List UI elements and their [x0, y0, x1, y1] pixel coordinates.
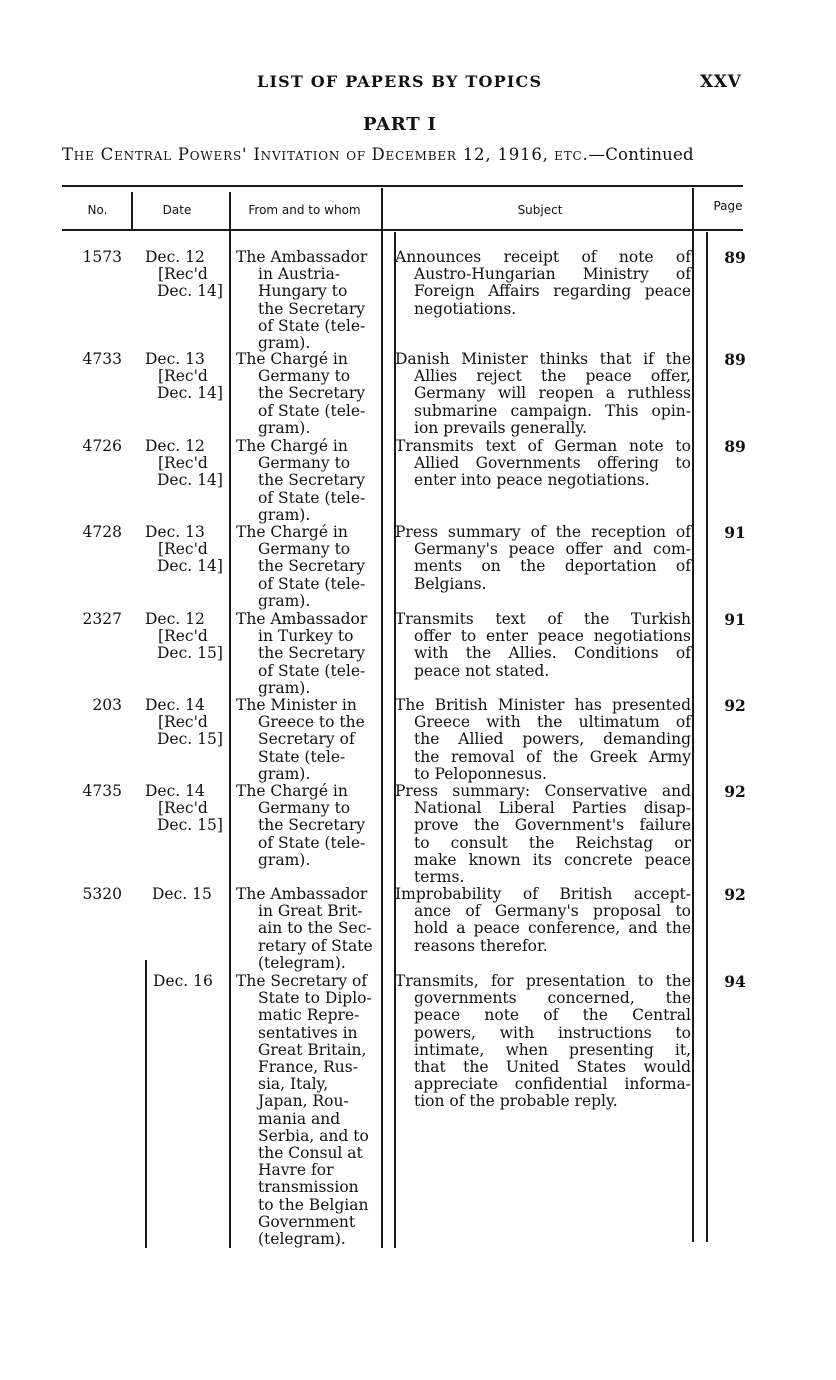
- subject-line: Foreign Affairs regarding peace: [414, 282, 691, 301]
- subject-line: to consult the Reichstag or: [414, 833, 691, 852]
- row-date: [145, 249, 227, 301]
- subject-line: negotiations.: [414, 299, 517, 318]
- running-head: LIST OF PAPERS BY TOPICS: [257, 72, 543, 91]
- table-header-rule: [62, 229, 743, 231]
- table-top-rule: [62, 185, 743, 187]
- row-subject: [395, 351, 691, 437]
- date-line: Dec. 15]: [157, 730, 223, 749]
- from-line: gram).: [258, 850, 311, 869]
- row-subject: [395, 524, 691, 593]
- from-line: The Chargé in: [236, 350, 348, 368]
- date-line: [Rec'd: [158, 367, 208, 386]
- from-line: the Secretary: [258, 384, 366, 403]
- row-from: [236, 697, 381, 783]
- row-number: 5320: [82, 885, 122, 903]
- row-subject: [395, 886, 691, 955]
- from-line: The Secretary of: [236, 972, 368, 990]
- row-page: 92: [724, 885, 746, 904]
- row-subject: [395, 611, 691, 680]
- section-title-lead: The Central Powers' Invitation of: [62, 145, 367, 164]
- from-line: Hungary to: [258, 282, 348, 301]
- date-line: Dec. 13: [145, 350, 205, 368]
- date-line: Dec. 15: [152, 885, 212, 903]
- row-number: 4726: [82, 437, 122, 455]
- row-page: 91: [724, 610, 746, 629]
- subject-line: intimate, when presenting it,: [414, 1040, 691, 1059]
- subject-line: the removal of the Greek Army: [414, 747, 691, 766]
- date-line: Dec. 12: [145, 610, 205, 628]
- from-line: matic Repre-: [258, 1006, 360, 1025]
- section-title-date: December 12, 1916,: [371, 145, 549, 164]
- from-line: the Consul at: [258, 1144, 363, 1163]
- row-date: [145, 524, 227, 576]
- from-line: The Ambassador: [236, 885, 368, 903]
- subject-line: appreciate confidential informa-: [414, 1075, 691, 1094]
- row-subject: [395, 697, 691, 783]
- row-page: 89: [724, 437, 746, 456]
- from-line: Germany to: [258, 540, 351, 559]
- column-header-date: Date: [162, 203, 192, 217]
- from-line: in Turkey to: [258, 627, 354, 646]
- subject-line: Belgians.: [414, 574, 487, 593]
- row-page: 89: [724, 248, 746, 267]
- from-line: The Minister in: [236, 696, 357, 714]
- from-line: the Secretary: [258, 816, 366, 835]
- date-line: Dec. 14: [145, 696, 205, 714]
- from-line: Germany to: [258, 367, 351, 386]
- row-from: [236, 351, 381, 437]
- subject-line: Germany's peace offer and com-: [414, 540, 691, 559]
- subject-line: governments concerned, the: [414, 989, 691, 1008]
- date-line: [Rec'd: [158, 627, 208, 646]
- subject-line: Press summary of the reception of: [395, 523, 691, 541]
- row-number: 4733: [82, 350, 122, 368]
- subject-line: make known its concrete peace: [414, 850, 691, 869]
- row-date: [145, 783, 227, 835]
- from-line: gram).: [258, 591, 311, 610]
- row-number: 4735: [82, 782, 122, 800]
- subject-line: hold a peace conference, and the: [414, 919, 691, 938]
- subject-line: Austro-Hungarian Ministry of: [414, 265, 691, 284]
- from-line: The Chargé in: [236, 782, 348, 800]
- row-number: 1573: [82, 248, 122, 266]
- subject-line: Transmits text of German note to: [395, 437, 691, 455]
- section-title-continued: —Continued: [588, 145, 694, 164]
- row-from: [236, 611, 381, 697]
- subject-line: Greece with the ultimatum of: [414, 713, 691, 732]
- from-line: Greece to the: [258, 713, 365, 732]
- subject-line: ments on the deportation of: [414, 557, 691, 576]
- row-page: 92: [724, 782, 746, 801]
- from-line: gram).: [258, 334, 311, 353]
- subject-line: that the United States would: [414, 1058, 691, 1077]
- from-line: Government: [258, 1212, 356, 1231]
- from-line: of State (tele-: [258, 316, 366, 335]
- row-date: [145, 611, 227, 663]
- row-from: [236, 524, 381, 610]
- from-line: Germany to: [258, 454, 351, 473]
- from-line: of State (tele-: [258, 661, 366, 680]
- subject-line: terms.: [414, 868, 465, 887]
- from-line: Secretary of: [258, 730, 355, 749]
- subject-line: peace note of the Central: [414, 1006, 691, 1025]
- row-subject: [395, 973, 691, 1111]
- part-title: PART I: [363, 114, 437, 135]
- subject-line: Danish Minister thinks that if the: [395, 350, 691, 368]
- date-line: [Rec'd: [158, 713, 208, 732]
- row-page: 91: [724, 523, 746, 542]
- from-line: of State (tele-: [258, 488, 366, 507]
- column-divider-4: [381, 188, 383, 1248]
- row-subject: [395, 783, 691, 886]
- subject-line: powers, with instructions to: [414, 1023, 691, 1042]
- from-line: sia, Italy,: [258, 1075, 329, 1094]
- subject-line: the Allied powers, demanding: [414, 730, 691, 749]
- section-title: [62, 145, 752, 164]
- from-line: gram).: [258, 418, 311, 437]
- subject-line: prove the Government's failure: [414, 816, 691, 835]
- row-page: 92: [724, 696, 746, 715]
- subject-line: Transmits, for presentation to the: [395, 972, 691, 990]
- from-line: ain to the Sec-: [258, 919, 372, 938]
- column-divider-7: [706, 232, 708, 1242]
- subject-line: Press summary: Conservative and: [395, 782, 691, 800]
- row-date: [145, 697, 227, 749]
- from-line: retary of State: [258, 936, 373, 955]
- subject-line: The British Minister has presented: [395, 696, 691, 714]
- column-header-from: From and to whom: [248, 203, 361, 217]
- row-number: 203: [92, 696, 122, 714]
- date-line: Dec. 12: [145, 248, 205, 266]
- row-from: [236, 438, 381, 524]
- from-line: Great Britain,: [258, 1040, 367, 1059]
- row-from: [236, 249, 381, 352]
- from-line: The Ambassador: [236, 248, 368, 266]
- row-from: [236, 886, 381, 972]
- column-divider-6: [692, 188, 694, 1242]
- date-line: Dec. 15]: [157, 816, 223, 835]
- row-page: 94: [724, 972, 746, 991]
- from-line: transmission: [258, 1178, 359, 1197]
- column-divider-2: [229, 192, 231, 1248]
- from-line: Japan, Rou-: [258, 1092, 349, 1111]
- subject-line: Allied Governments offering to: [414, 454, 691, 473]
- date-line: [Rec'd: [158, 265, 208, 284]
- date-line: Dec. 14]: [157, 471, 223, 490]
- from-line: of State (tele-: [258, 833, 366, 852]
- from-line: Germany to: [258, 799, 351, 818]
- from-line: in Austria-: [258, 265, 341, 284]
- from-line: to the Belgian: [258, 1195, 369, 1214]
- subject-line: offer to enter peace negotiations: [414, 627, 691, 646]
- from-line: sentatives in: [258, 1023, 358, 1042]
- subject-line: submarine campaign. This opin-: [414, 401, 691, 420]
- from-line: of State (tele-: [258, 401, 366, 420]
- date-line: Dec. 14: [145, 782, 205, 800]
- date-line: [Rec'd: [158, 454, 208, 473]
- from-line: the Secretary: [258, 557, 366, 576]
- subject-line: Improbability of British accept-: [395, 885, 691, 903]
- row-subject: [395, 249, 691, 318]
- subject-line: tion of the probable reply.: [414, 1092, 618, 1111]
- row-subject: [395, 438, 691, 490]
- page-number: XXV: [700, 72, 742, 92]
- subject-line: Allies reject the peace offer,: [414, 367, 691, 386]
- from-line: the Secretary: [258, 299, 366, 318]
- column-divider-3: [145, 960, 147, 1248]
- from-line: Havre for: [258, 1161, 334, 1180]
- subject-line: National Liberal Parties disap-: [414, 799, 691, 818]
- column-header-page: Page: [713, 199, 743, 213]
- column-header-subject: Subject: [517, 203, 563, 217]
- from-line: France, Rus-: [258, 1058, 358, 1077]
- subject-line: reasons therefor.: [414, 936, 548, 955]
- row-from: [236, 973, 381, 1248]
- from-line: in Great Brit-: [258, 902, 363, 921]
- row-from: [236, 783, 381, 869]
- row-number: 4728: [82, 523, 122, 541]
- row-date: [145, 351, 227, 403]
- date-line: Dec. 14]: [157, 557, 223, 576]
- row-date: [153, 973, 235, 990]
- column-header-no: No.: [87, 203, 108, 217]
- section-title-etc: etc.: [554, 145, 589, 164]
- subject-line: Transmits text of the Turkish: [395, 610, 691, 628]
- date-line: Dec. 12: [145, 437, 205, 455]
- subject-line: with the Allies. Conditions of: [414, 644, 691, 663]
- row-date: [152, 886, 234, 903]
- row-number: 2327: [82, 610, 122, 628]
- from-line: the Secretary: [258, 644, 366, 663]
- from-line: The Ambassador: [236, 610, 368, 628]
- subject-line: to Peloponnesus.: [414, 764, 547, 783]
- row-date: [145, 438, 227, 490]
- subject-line: enter into peace negotiations.: [414, 471, 650, 490]
- from-line: the Secretary: [258, 471, 366, 490]
- date-line: Dec. 14]: [157, 384, 223, 403]
- subject-line: Announces receipt of note of: [395, 248, 691, 266]
- from-line: (telegram).: [258, 1230, 346, 1249]
- from-line: The Chargé in: [236, 437, 348, 455]
- date-line: [Rec'd: [158, 540, 208, 559]
- date-line: [Rec'd: [158, 799, 208, 818]
- subject-line: Germany will reopen a ruthless: [414, 384, 691, 403]
- from-line: gram).: [258, 505, 311, 524]
- from-line: gram).: [258, 678, 311, 697]
- date-line: Dec. 14]: [157, 282, 223, 301]
- subject-line: ion prevails generally.: [414, 418, 587, 437]
- from-line: State (tele-: [258, 747, 346, 766]
- from-line: gram).: [258, 764, 311, 783]
- date-line: Dec. 16: [153, 972, 213, 990]
- from-line: mania and: [258, 1109, 341, 1128]
- column-divider-1: [131, 192, 133, 229]
- subject-line: peace not stated.: [414, 661, 550, 680]
- from-line: The Chargé in: [236, 523, 348, 541]
- from-line: of State (tele-: [258, 574, 366, 593]
- from-line: (telegram).: [258, 953, 346, 972]
- from-line: Serbia, and to: [258, 1126, 369, 1145]
- date-line: Dec. 15]: [157, 644, 223, 663]
- row-page: 89: [724, 350, 746, 369]
- subject-line: ance of Germany's proposal to: [414, 902, 691, 921]
- date-line: Dec. 13: [145, 523, 205, 541]
- from-line: State to Diplo-: [258, 989, 372, 1008]
